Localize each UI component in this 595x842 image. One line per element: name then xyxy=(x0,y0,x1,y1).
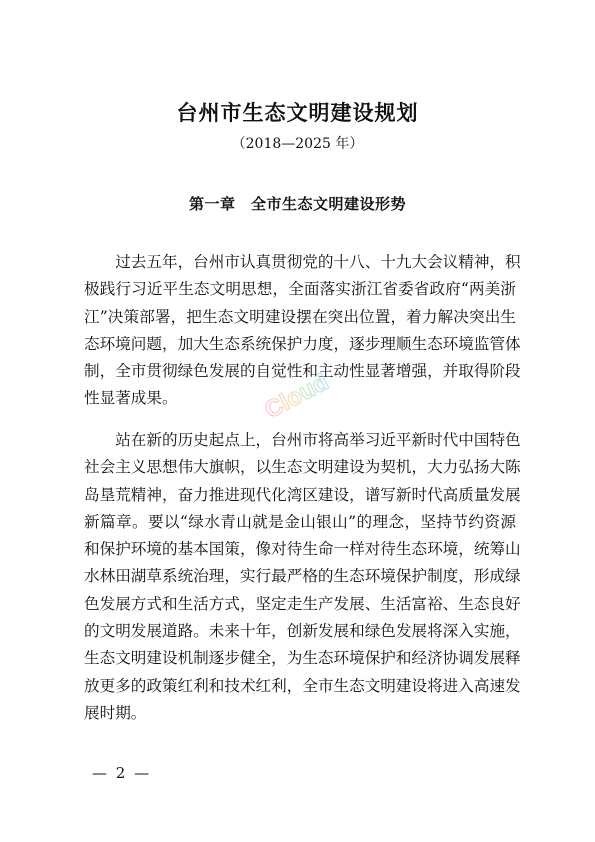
document-title: 台州市生态文明建设规划 xyxy=(176,100,419,125)
paragraph-line: 极践行习近平生态文明思想，全面落实浙江省委省政府“两美浙 xyxy=(84,280,516,299)
watermark-text: Cloud xyxy=(260,368,334,425)
paragraph-line: 的文明发展道路。未来十年，创新发展和绿色发展将深入实施， xyxy=(84,622,521,641)
chapter-heading: 第一章 全市生态文明建设形势 xyxy=(188,195,406,213)
paragraph-line: 生态文明建设机制逐步健全，为生态环境保护和经济协调发展释 xyxy=(84,649,521,668)
paragraph-line: 社会主义思想伟大旗帜，以生态文明建设为契机，大力弘扬大陈 xyxy=(84,458,521,477)
paragraph-2 xyxy=(84,427,521,727)
paragraph-line: 放更多的政策红利和技术红利，全市生态文明建设将进入高速发 xyxy=(84,676,521,695)
page-number: — 2 — xyxy=(92,764,152,782)
paragraph-line: 性显著成果。 xyxy=(84,389,178,408)
paragraph-line: 和保护环境的基本国策，像对待生命一样对待生态环境，统筹山 xyxy=(84,540,521,559)
paragraph-line: 站在新的历史起点上，台州市将高举习近平新时代中国特色 xyxy=(84,431,521,449)
paragraph-line: 展时期。 xyxy=(84,703,147,722)
paragraph-line: 岛垦荒精神，奋力推进现代化湾区建设，谱写新时代高质量发展 xyxy=(84,485,521,504)
paragraph-line: 制，全市贯彻绿色发展的自觉性和主动性显著增强，并取得阶段 xyxy=(84,362,521,381)
paragraph-line: 过去五年，台州市认真贯彻党的十八、十九大会议精神，积 xyxy=(84,253,521,271)
paragraph-line: 水林田湖草系统治理，实行最严格的生态环境保护制度，形成绿 xyxy=(84,567,521,586)
paragraph-line: 态环境问题，加大生态系统保护力度，逐步理顺生态环境监管体 xyxy=(84,334,521,353)
paragraph-line: 色发展方式和生活方式，坚定走生产发展、生活富裕、生态良好 xyxy=(84,594,521,613)
paragraph-line: 新篇章。要以“绿水青山就是金山银山”的理念，坚持节约资源 xyxy=(84,512,516,531)
document-subtitle: （2018—2025 年） xyxy=(231,136,364,152)
paragraph-line: 江”决策部署，把生态文明建设摆在突出位置，着力解决突出生 xyxy=(84,307,516,326)
